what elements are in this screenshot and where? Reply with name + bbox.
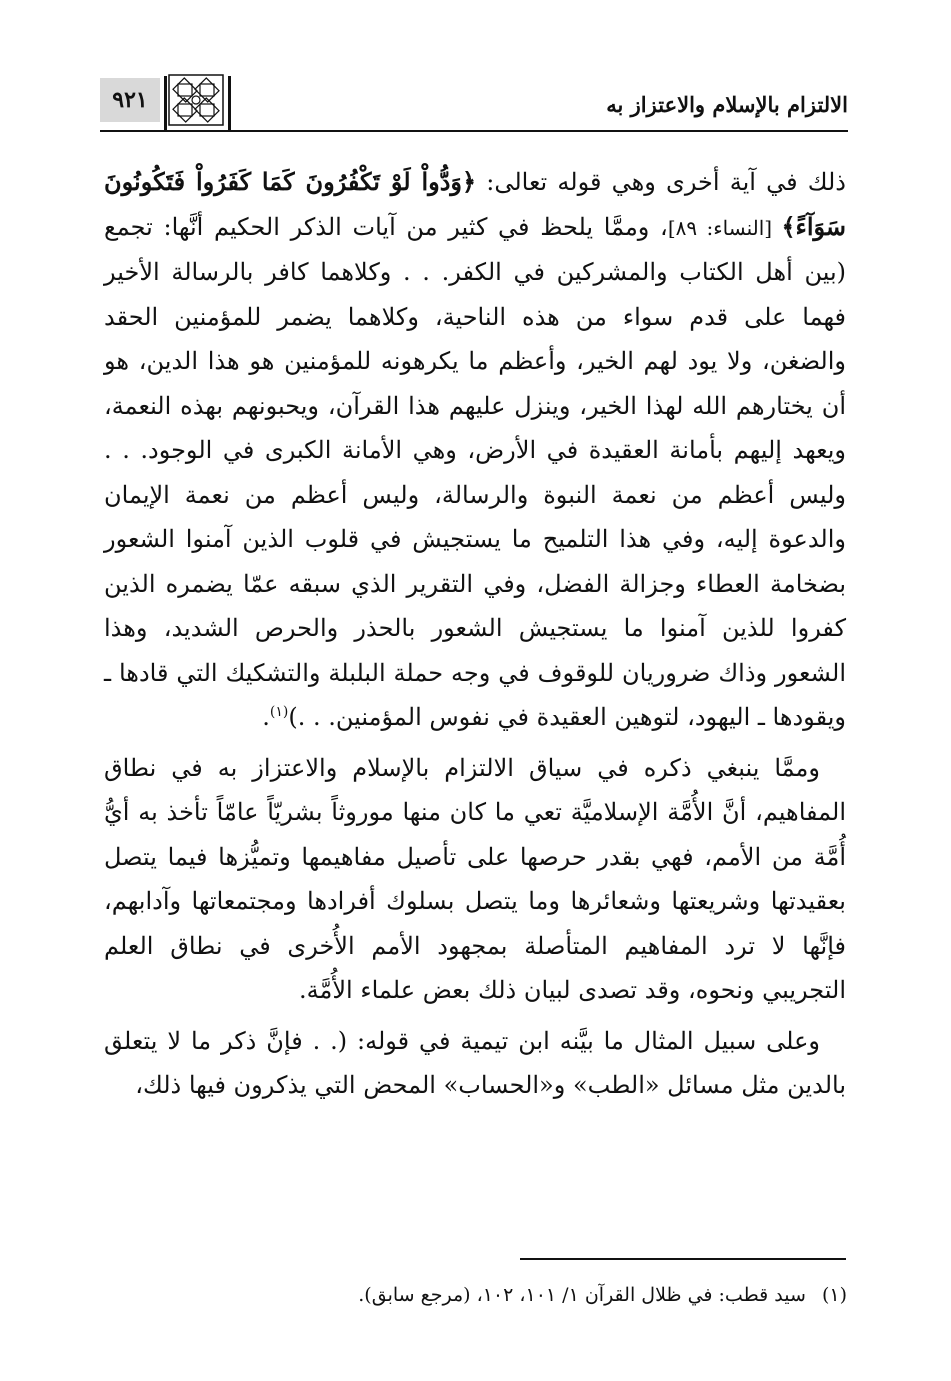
footnote-separator	[520, 1258, 846, 1260]
paragraph-lead: ذلك في آية أخرى وهي قوله تعالى:	[476, 168, 846, 196]
verse-reference: [النساء: ٨٩]	[667, 215, 782, 240]
header-divider	[228, 76, 231, 130]
main-text	[104, 160, 846, 1108]
running-title: الالتزام بالإسلام والاعتزاز به	[606, 92, 848, 117]
header-divider	[164, 76, 167, 130]
geometric-ornament-icon	[168, 74, 224, 126]
page-header	[100, 72, 848, 132]
paragraph: وممَّا ينبغي ذكره في سياق الالتزام بالإسلام والاعتزاز به في نطاق المفاهيم، أنَّ الأُمَّة الإسلاميَّة تعي ما كان منها موروثاً بشريّاً عامّاً تأخذ به أيُّ أُمَّة من الأمم، فهي بقدر حرصها على تأصيل مفاهيمها وتميُّزها فيما يتصل بعقيدتها وشريعتها وشعائرها وما يتصل بسلوك أفرادها ومجتمعاتها وآدابهم، فإنَّها لا ترد المفاهيم المتأصلة بمجهود الأمم الأُخرى في نطاق العلم التجريبي ونحوه، وقد تصدى لبيان ذلك بعض علماء الأُمَّة.	[104, 753, 846, 1004]
footnote	[358, 1284, 847, 1306]
paragraph-end: .	[262, 703, 270, 731]
footnote-number: (١)	[821, 1284, 847, 1306]
footnote-text: سيد قطب: في ظلال القرآن ١/ ١٠١، ١٠٢، (مرجع سابق).	[358, 1284, 806, 1306]
paragraph: وعلى سبيل المثال ما بيَّنه ابن تيمية في قوله: (. . فإنَّ ذكر ما لا يتعلق بالدين مثل مسائل «الطب» و«الحساب» المحض التي يذكرون فيها ذلك،	[104, 1026, 846, 1099]
paragraph-text: ، وممَّا يلحظ في كثير من آيات الذكر الحكيم أنَّها: تجمع (بين أهل الكتاب والمشركين في الكفر. . . وكلاهما كافر بالرسالة الأخير فهما على قدم سواء من هذه الناحية، وكلاهما يضمر للمؤمنين الحقد والضغن، ولا يود لهم الخير، وأعظم ما يكرهونه للمؤمنين هو هذا الدين، هو أن يختارهم الله لهذا الخير، وينزل عليهم هذا القرآن، ويحبونهم بهذه النعمة، ويعهد إليهم بأمانة العقيدة في الأرض، وهي الأمانة الكبرى في الوجود. . . وليس أعظم من نعمة النبوة والرسالة، وليس أعظم من نعمة الإيمان والدعوة إليه، وفي هذا التلميح ما يستجيش في قلوب الذين آمنوا الشعور بضخامة العطاء وجزالة الفضل، وفي التقرير الذي سبقه عمّا يضمره الذين كفروا للذين آمنوا ما يستجيش الشعور بالحذر والحرص الشديد، وهذا الشعور وذاك ضروريان للوقوف في وجه حملة البلبلة والتشكيك التي قادها ـ ويقودها ـ اليهود، لتوهين العقيدة في نفوس المؤمنين. . .)	[104, 212, 847, 731]
footnote-reference[interactable]: (١)	[269, 704, 289, 720]
paragraph	[104, 160, 846, 740]
page-number: ٩٢١	[100, 78, 160, 122]
header-rule	[100, 130, 848, 132]
quran-verse: ﴿وَدُّواْ لَوْ تَكْفُرُونَ كَمَا كَفَرُواْ فَتَكُونُونَ سَوَآءً﴾	[104, 167, 847, 241]
